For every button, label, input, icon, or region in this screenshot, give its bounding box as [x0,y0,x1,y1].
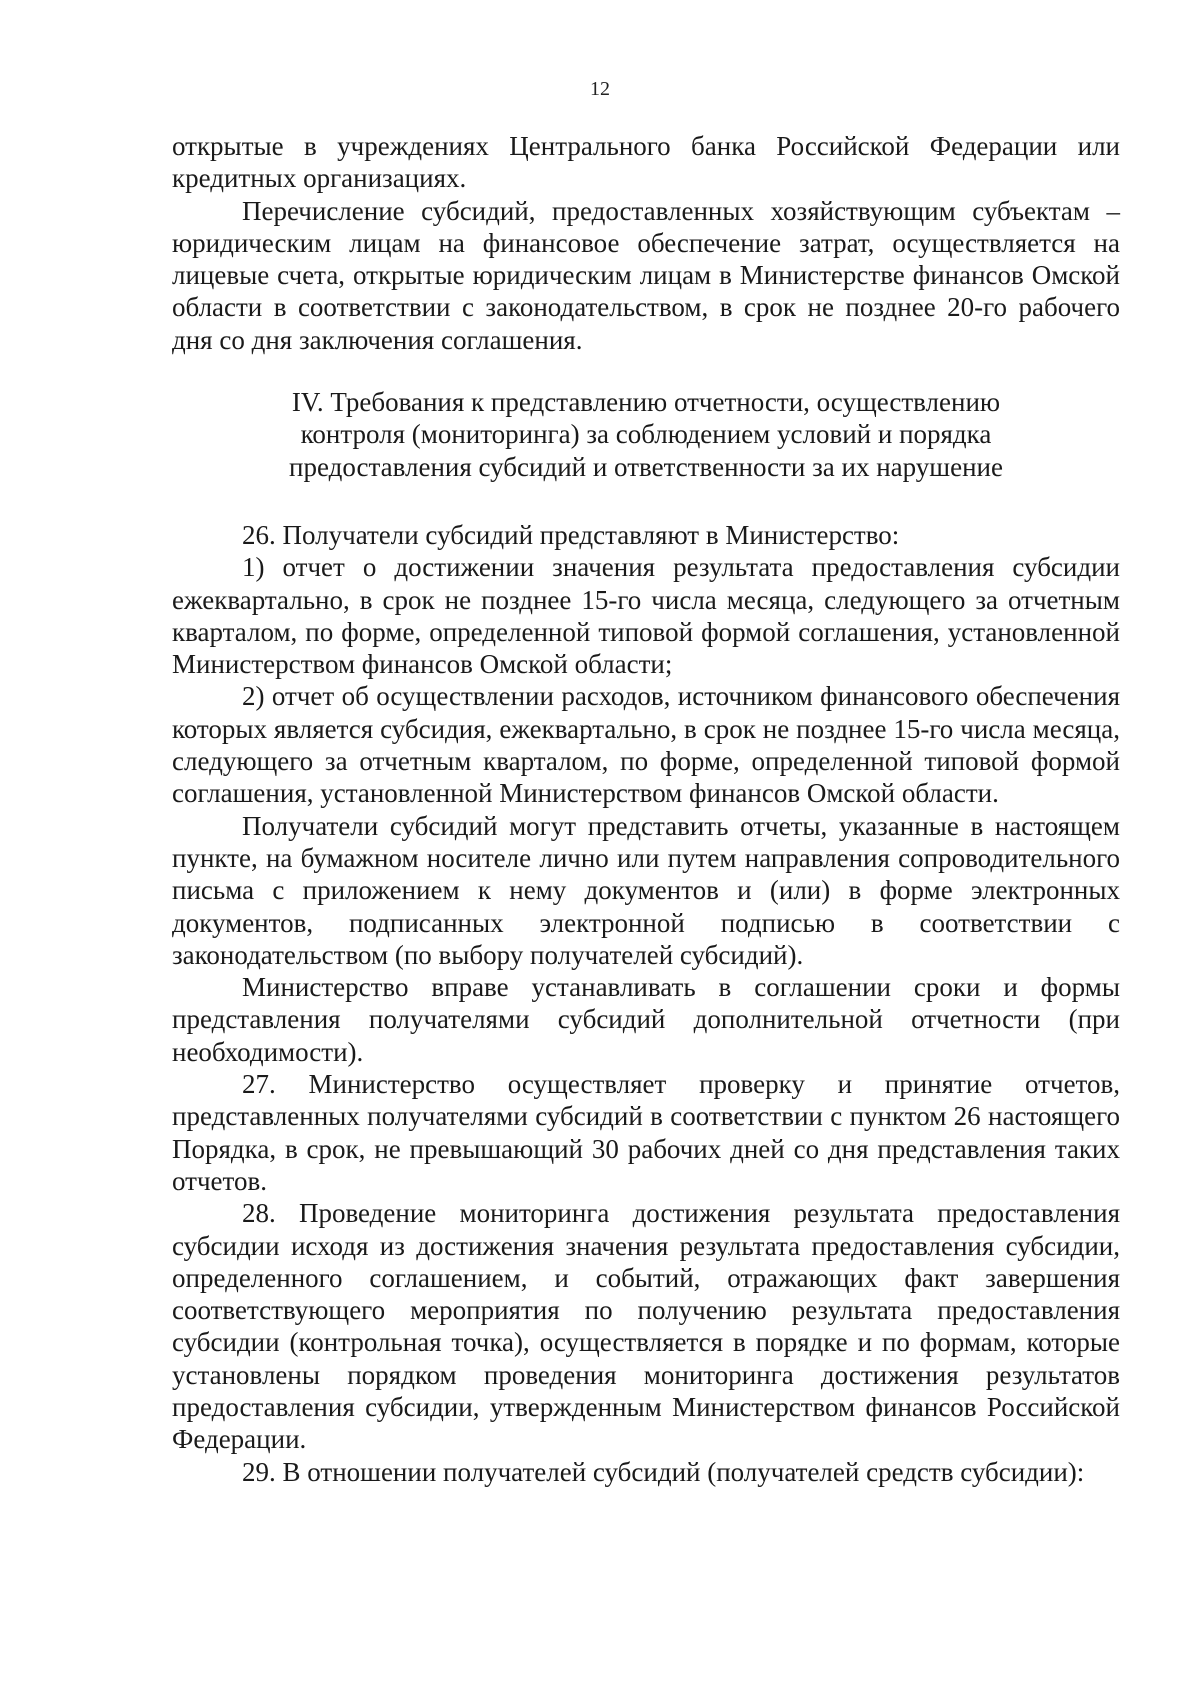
paragraph-additional-reporting: Министерство вправе устанавливать в соглашении сроки и формы представления получателями субсидий дополнительной отчетности (при необходимости). [172,972,1120,1067]
paragraph-report-submission: Получатели субсидий могут представить отчеты, указанные в настоящем пункте, на бумажном носителе лично или путем направления сопроводительного письма с приложением к нему документов и (или) в форме электронных документов, подписанных электронной подписью в соответствии с законодательством (по выбору получателей субсидий). [172,810,1120,970]
clause-27: 27. Министерство осуществляет проверку и принятие отчетов, представленных получателями субсидий в соответствии с пунктом 26 настоящего Порядка, в срок, не превышающий 30 рабочих дней со дня представления таких отчетов. [172,1069,1120,1196]
clause-29: 29. В отношении получателей субсидий (получателей средств субсидии): [242,1456,1085,1487]
paragraph-transfer-subsidies: Перечисление субсидий, предоставленных хозяйствующим субъектам – юридическим лицам на финансовое обеспечение затрат, осуществляется на лицевые счета, открытые юридическим лицам в Министерстве финансов Омской области в соответствии с законодательством, в срок не позднее 20-го рабочего дня со дня заключения соглашения. [172,195,1120,355]
section-heading: IV. Требования к представлению отчетности, осуществлению контроля (мониторинга) за соблюдением условий и порядка предоставления субсидий и ответственности за их нарушение [289,387,1003,482]
clause-26-item-2: 2) отчет об осуществлении расходов, источником финансового обеспечения которых является субсидия, ежеквартально, в срок не позднее 15-го числа месяца, следующего за отчетным кварталом, по форме, определенной типовой формой соглашения, установленной Министерством финансов Омской области. [172,681,1120,809]
clause-26: 26. Получатели субсидий представляют в Министерство: [242,519,900,550]
page-number: 12 [590,78,610,100]
clause-26-item-1: 1) отчет о достижении значения результата предоставления субсидии ежеквартально, в срок не позднее 15-го числа месяца, следующего за отчетным кварталом, по форме, определенной типовой формой соглашения, установленной Министерством финансов Омской области; [172,552,1120,680]
paragraph-continuation: открытые в учреждениях Центрального банка Российской Федерации или кредитных организациях. [172,131,1120,194]
clause-28: 28. Проведение мониторинга достижения результата предоставления субсидии исходя из достижения значения результата предоставления субсидии, определенного соглашением, и событий, отражающих факт завершения соответствующего мероприятия по получению результата предоставления субсидии (контрольная точка), осуществляется в порядке и по формам, которые установлены порядком проведения мониторинга достижения результатов предоставления субсидии, утвержденным Министерством финансов Российской Федерации. [172,1198,1120,1455]
document-body [172,130,1120,1488]
